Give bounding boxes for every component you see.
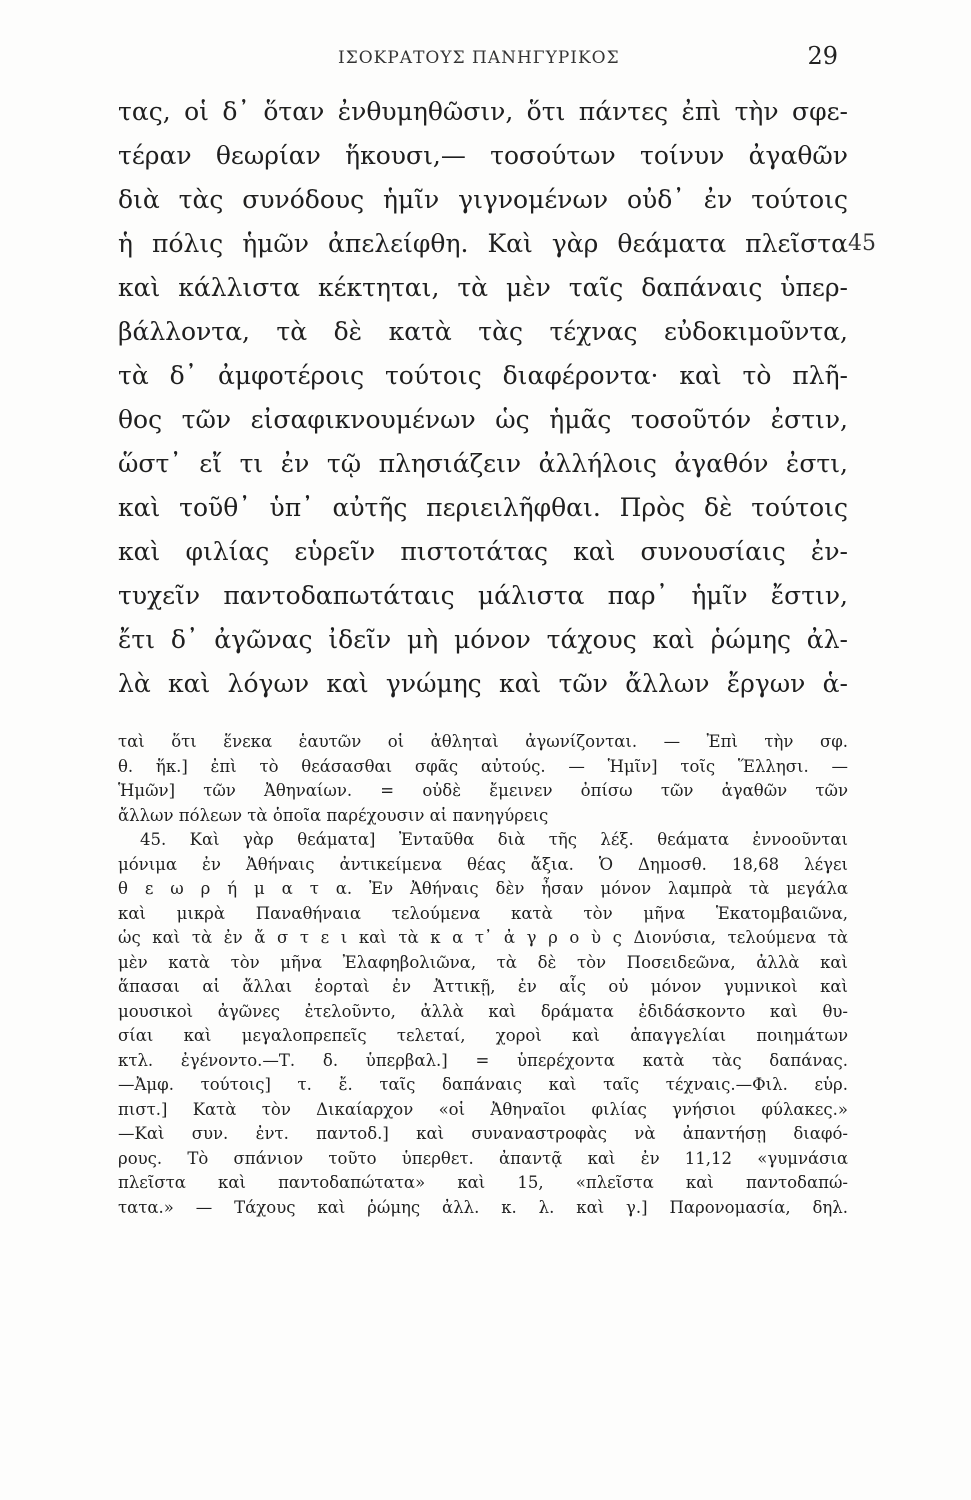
note-line: Ἡμῶν] τῶν Ἀθηναίων. = οὐδὲ ἔμεινεν ὀπίσω τῶν ἀγαθῶν τῶν [118,781,848,800]
note-line: μουσικοὶ ἀγῶνες ἐτελοῦντο, ἀλλὰ καὶ δράματα ἐδιδάσκοντο καὶ θυ- [118,1001,848,1021]
main-text-line: θος τῶν εἰσαφικνουμένων ὡς ἡμᾶς τοσοῦτόν ἐστιν, [118,405,848,434]
main-text-line: τυχεῖν παντοδαπωτάταις μάλιστα παρ᾽ ἡμῖν ἔστιν, [118,581,848,610]
note-line: ταὶ ὅτι ἕνεκα ἑαυτῶν οἱ ἀθληταὶ ἀγωνίζονται. — Ἐπὶ τὴν σφ. [118,732,848,751]
note-line: πιστ.] Κατὰ τὸν Δικαίαρχον «οἱ Ἀθηναῖοι φιλίας γνήσιοι φύλακες.» [118,1099,848,1119]
main-text-line: ἔτι δ᾽ ἀγῶνας ἰδεῖν μὴ μόνον τάχους καὶ ῥώμης ἀλ- [118,625,848,654]
note-line: ἅπασαι αἱ ἄλλαι ἑορταὶ ἐν Ἀττικῇ, ἐν αἷς οὐ μόνον γυμνικοὶ καὶ [118,977,848,996]
main-text-line: καὶ τοῦθ᾽ ὑπ᾽ αὐτῆς περιειλῆφθαι. Πρὸς δὲ τούτοις [118,493,848,522]
main-text-line: τὰ δ᾽ ἀμφοτέροις τούτοις διαφέροντα· καὶ τὸ πλῆ- [118,361,848,390]
note-line: θ. ἥκ.] ἐπὶ τὸ θεάσασθαι σφᾶς αὐτούς. — Ἡμῖν] τοῖς Ἕλλησι. — [118,756,848,776]
note-line: μὲν κατὰ τὸν μῆνα Ἐλαφηβολιῶνα, τὰ δὲ τὸν Ποσειδεῶνα, ἀλλὰ καὶ [118,952,848,972]
main-text-line: τας, οἱ δ᾽ ὅταν ἐνθυμηθῶσιν, ὅτι πάντες ἐπὶ τὴν σφε- [118,97,848,126]
note-line: —Καὶ συν. ἐντ. παντοδ.] καὶ συναναστροφὰς νὰ ἀπαντήσῃ διαφό- [118,1124,848,1143]
note-line: σίαι καὶ μεγαλοπρεπεῖς τελεταί, χοροὶ καὶ ἀπαγγελίαι ποιημάτων [118,1026,848,1045]
main-text-line: τέραν θεωρίαν ἥκουσι,— τοσούτων τοίνυν ἀγαθῶν [118,141,848,170]
main-text-line: διὰ τὰς συνόδους ἡμῖν γιγνομένων οὐδ᾽ ἐν τούτοις [118,185,848,214]
note-line: πλεῖστα καὶ παντοδαπώτατα» καὶ 15, «πλεῖστα καὶ παντοδαπώ- [118,1173,848,1192]
main-text [118,90,876,706]
note-line: θ ε ω ρ ή μ α τ α. Ἐν Ἀθήναις δὲν ἦσαν μόνον λαμπρὰ τὰ μεγάλα [118,879,848,898]
main-text-line: λὰ καὶ λόγων καὶ γνώμης καὶ τῶν ἄλλων ἔργων ἁ- [118,669,848,698]
main-text-line: καὶ φιλίας εὑρεῖν πιστοτάτας καὶ συνουσίαις ἐν- [118,537,848,566]
note-line: τατα.» — Τάχους καὶ ῥώμης ἀλλ. κ. λ. καὶ γ.] Παρονομασία, δηλ. [118,1197,848,1217]
note-line: ἄλλων πόλεων τὰ ὁποῖα παρέχουσιν αἱ πανηγύρεις [118,805,549,825]
main-text-line: βάλλοντα, τὰ δὲ κατὰ τὰς τέχνας εὐδοκιμοῦντα, [118,317,848,346]
note-line: καὶ μικρὰ Παναθήναια τελούμενα κατὰ τὸν μῆνα Ἑκατομβαιῶνα, [118,903,848,923]
main-text-line: ὥστ᾽ εἴ τι ἐν τῷ πλησιάζειν ἀλλήλοις ἀγαθόν ἐστι, [118,449,848,478]
note-line: μόνιμα ἐν Ἀθήναις ἀντικείμενα θέας ἄξια. Ὁ Δημοσθ. 18,68 λέγει [118,854,848,874]
note-line: ρους. Τὸ σπάνιον τοῦτο ὑπερθετ. ἀπαντᾷ καὶ ἐν 11,12 «γυμνάσια [118,1148,848,1168]
main-text-line: ἡ πόλις ἡμῶν ἀπελείφθη. Καὶ γὰρ θεάματα πλεῖστα [118,229,848,258]
running-head: ΙΣΟΚΡΑΤΟΥΣ ΠΑΝΗΓΥΡΙΚΟΣ [338,48,620,68]
note-line: κτλ. ἐγένοντο.—Τ. δ. ὑπερβαλ.] = ὑπερέχοντα κατὰ τὰς δαπάνας. [118,1050,848,1070]
page-header [118,40,838,76]
note-line: ὡς καὶ τὰ ἐν ἄ σ τ ε ι καὶ τὰ κ α τ᾽ ἀ γ ρ ο ὺ ς Διονύσια, τελούμενα τὰ [118,928,848,947]
margin-line-number: 45 [848,231,876,256]
note-line: 45. Καὶ γὰρ θεάματα] Ἐνταῦθα διὰ τῆς λέξ. θεάματα ἐννοοῦνται [140,830,848,849]
commentary-notes [118,730,848,1220]
page-number: 29 [807,42,838,70]
main-text-line: καὶ κάλλιστα κέκτηται, τὰ μὲν ταῖς δαπάναις ὑπερ- [118,273,848,302]
note-line: —Ἀμφ. τούτοις] τ. ἔ. ταῖς δαπάναις καὶ ταῖς τέχναις.—Φιλ. εὑρ. [118,1075,848,1094]
main-text-line-with-margin-number [118,222,876,266]
